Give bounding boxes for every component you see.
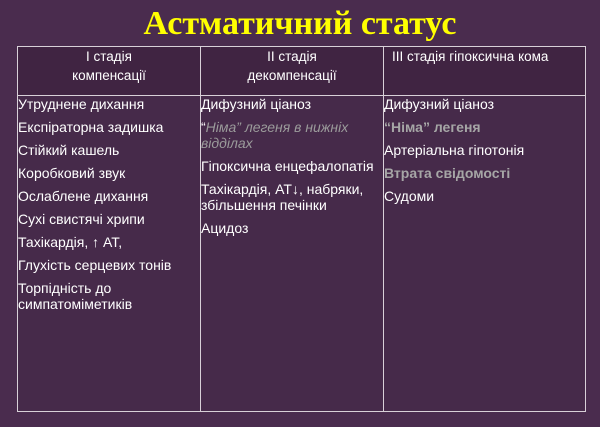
header-stage-3-name: ІІІ стадія гіпоксична кома	[392, 49, 549, 64]
stage-1-cell	[18, 96, 201, 412]
stage-1-item: Стійкий кашель	[18, 142, 120, 158]
stage-2-item: Тахікардія, АТ↓, набряки, збільшення печінки	[201, 181, 364, 213]
stage-3-item-silent-lung: “Німа” легеня	[384, 119, 481, 135]
slide-title: Астматичний статус	[143, 5, 457, 42]
stage-1-item: Утруднене дихання	[18, 96, 145, 112]
table-header-row	[18, 47, 586, 96]
stage-1-item: Торпідність до симпатоміметиків	[18, 280, 133, 312]
header-stage-1	[18, 47, 201, 96]
stage-1-item: Коробковий звук	[18, 165, 126, 181]
stage-3-item: Дифузний ціаноз	[384, 96, 495, 112]
stage-3-item: Артеріальна гіпотонія	[384, 142, 525, 158]
stage-1-item: Експіраторна задишка	[18, 119, 164, 135]
stage-2-item: Дифузний ціаноз	[201, 96, 312, 112]
header-stage-3	[384, 47, 586, 96]
stage-1-item: Ослаблене дихання	[18, 188, 149, 204]
header-stage-1-name: І стадія	[86, 49, 132, 64]
header-stage-2-name: ІІ стадія	[267, 49, 317, 64]
stage-1-item: Глухість серцевих тонів	[18, 257, 172, 273]
stage-1-item: Сухі свистячі хрипи	[18, 211, 145, 227]
silent-lung-text: Німа” легеня в нижніх відділах	[201, 119, 349, 151]
stage-3-cell	[384, 96, 586, 412]
stages-table	[17, 46, 586, 412]
header-stage-2-desc: декомпенсації	[247, 68, 337, 83]
header-stage-2	[201, 47, 384, 96]
stage-2-item-silent-lung	[201, 119, 383, 151]
table-body-row	[18, 96, 586, 412]
stage-1-item: Тахікардія, ↑ АТ,	[18, 234, 123, 250]
stage-3-item-unconscious: Втрата свідомості	[384, 165, 511, 181]
stage-2-cell	[201, 96, 384, 412]
stage-2-item: Гіпоксична енцефалопатія	[201, 158, 374, 174]
stage-2-item: Ацидоз	[201, 220, 249, 236]
header-stage-1-desc: компенсації	[72, 68, 146, 83]
stage-3-item: Судоми	[384, 188, 435, 204]
quote-mark: “	[201, 119, 206, 135]
